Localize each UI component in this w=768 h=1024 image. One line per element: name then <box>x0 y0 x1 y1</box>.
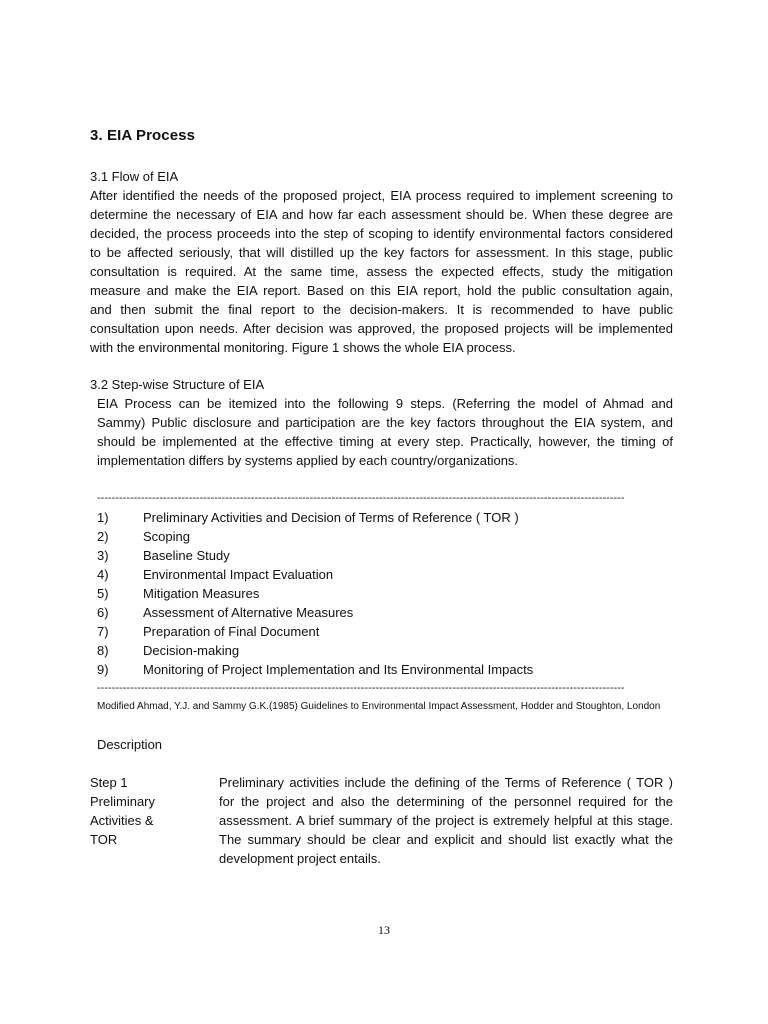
dashed-divider-top: ------------------------------------------------------------------------------------------------------------------------------------------------ <box>97 492 625 504</box>
citation: Modified Ahmad, Y.J. and Sammy G.K.(1985) Guidelines to Environmental Impact Assessment, Hodder and Stoughton, London <box>97 701 661 712</box>
stepwise-paragraph <box>97 394 673 470</box>
list-item <box>97 565 673 584</box>
steps-list <box>97 508 673 679</box>
section-title: 3. EIA Process <box>90 127 196 144</box>
list-item <box>97 641 673 660</box>
step-label: Assessment of Alternative Measures <box>143 605 354 620</box>
page-number: 13 <box>378 923 390 937</box>
step-number: 9) <box>97 662 109 677</box>
step-label: Mitigation Measures <box>143 586 260 601</box>
step1-line: assessment. A brief summary of the project is extremely helpful at this stage. <box>219 813 673 828</box>
step1-line: The summary should be clear and explicit and should list exactly what the <box>219 832 673 847</box>
flow-line: to be affected seriously, that will distilled up the key factors for assessment. In this stage, public <box>90 245 673 260</box>
list-item <box>97 546 673 565</box>
stepwise-heading: 3.2 Step-wise Structure of EIA <box>90 377 265 392</box>
flow-line: After identified the needs of the proposed project, EIA process required to implement screening to <box>90 188 673 203</box>
step-number: 8) <box>97 643 109 658</box>
step-number: 4) <box>97 567 109 582</box>
list-item <box>97 527 673 546</box>
list-item <box>97 622 673 641</box>
step-label: Baseline Study <box>143 548 230 563</box>
step-label: Scoping <box>143 529 190 544</box>
list-item <box>97 660 673 679</box>
list-item <box>97 508 673 527</box>
step-label: Environmental Impact Evaluation <box>143 567 334 582</box>
description-heading: Description <box>97 737 163 752</box>
stepwise-line: implementation differs by systems applied by each country/organizations. <box>97 453 519 468</box>
step-number: 6) <box>97 605 109 620</box>
step-number: 7) <box>97 624 109 639</box>
stepwise-line: EIA Process can be itemized into the following 9 steps. (Referring the model of Ahmad and <box>97 396 673 411</box>
list-item <box>97 603 673 622</box>
step-number: 5) <box>97 586 109 601</box>
flow-line: consultation is required. At the same time, assess the expected effects, study the mitigation <box>90 264 673 279</box>
step1-line: Preliminary activities include the defining of the Terms of Reference ( TOR ) <box>219 775 673 790</box>
step-number: 2) <box>97 529 109 544</box>
step-number: 3) <box>97 548 109 563</box>
flow-line: measure and make the EIA report. Based on this EIA report, hold the public consultation again, <box>90 283 673 298</box>
flow-line: decided, the process proceeds into the step of scoping to identify environmental factors considered <box>90 226 673 241</box>
step1-label-line: Preliminary <box>90 794 156 809</box>
step-label: Preliminary Activities and Decision of Terms of Reference ( TOR ) <box>143 510 519 525</box>
step-label: Decision-making <box>143 643 240 658</box>
step1-line: for the project and also the determining of the personnel required for the <box>219 794 673 809</box>
step-label: Monitoring of Project Implementation and Its Environmental Impacts <box>143 662 534 677</box>
flow-line: with the environmental monitoring. Figure 1 shows the whole EIA process. <box>90 340 516 355</box>
flow-line: consultation upon needs. After decision was approved, the proposed projects will be implemented <box>90 321 673 336</box>
step-label: Preparation of Final Document <box>143 624 320 639</box>
step1-label-line: Activities & <box>90 813 154 828</box>
step-number: 1) <box>97 510 109 525</box>
flow-line: determine the necessary of EIA and how far each assessment should be. When these degree are <box>90 207 673 222</box>
step1-label-line: Step 1 <box>90 775 128 790</box>
step1-label <box>90 773 200 849</box>
list-item <box>97 584 673 603</box>
step1-line: development project entails. <box>219 851 381 866</box>
flow-heading: 3.1 Flow of EIA <box>90 169 179 184</box>
stepwise-line: Sammy) Public disclosure and participation are the key factors throughout the EIA system, and <box>97 415 673 430</box>
step1-description <box>219 773 673 868</box>
stepwise-line: should be implemented at the effective timing at every step. Practically, however, the timing of <box>97 434 673 449</box>
dashed-divider-bottom: ------------------------------------------------------------------------------------------------------------------------------------------------ <box>97 682 625 694</box>
step1-label-line: TOR <box>90 832 118 847</box>
flow-line: and then submit the final report to the decision-makers. It is recommended to have public <box>90 302 673 317</box>
flow-paragraph <box>90 186 673 357</box>
